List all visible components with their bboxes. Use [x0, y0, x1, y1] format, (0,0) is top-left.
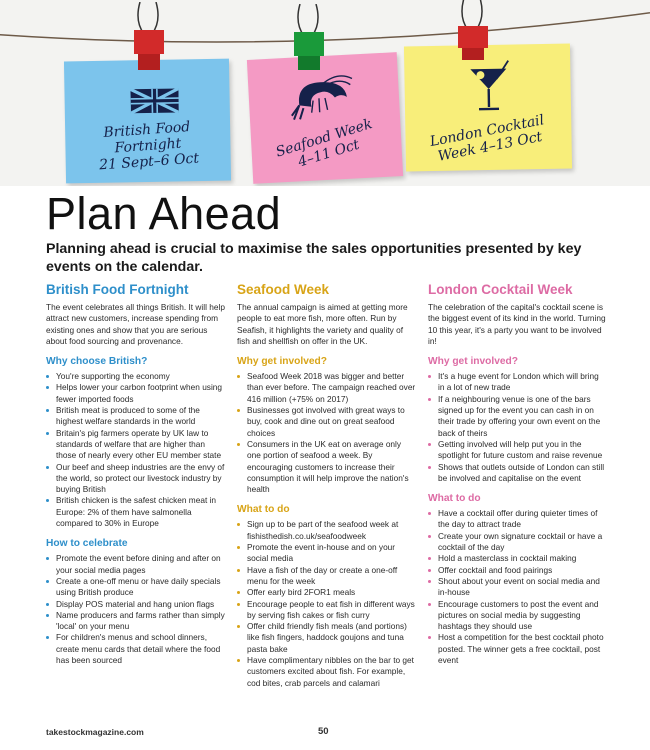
bullet-text: Have a cocktail offer during quieter times of the day to attract trade	[438, 508, 598, 530]
bullet-dot-icon	[428, 443, 431, 446]
note-text: London Cocktail Week 4–13 Oct	[428, 112, 546, 165]
section-intro: The annual campaign is aimed at getting more people to eat more fish, more often. Run by Seafish, it highlights the variety and quality of fish and shellfish on offer in the UK.	[237, 302, 408, 346]
bullet-text: If a neighbouring venue is one of the bars signed up for the event you can cash in on their trade by offering your own event on the back of theirs	[438, 393, 601, 438]
bullet-item	[46, 576, 226, 599]
bullet-list	[428, 371, 606, 484]
bullet-item	[428, 553, 606, 564]
header-illustration	[0, 0, 650, 186]
bullet-text: Getting involved will help put you in the spotlight for future custom and raise revenue	[438, 438, 603, 461]
bullet-text: British meat is produced to some of the highest welfare standards in the world	[56, 405, 200, 427]
bullet-dot-icon	[46, 636, 49, 639]
bullet-item	[237, 542, 417, 565]
bullet-item	[428, 565, 606, 576]
bullet-item	[46, 405, 226, 428]
bullet-dot-icon	[46, 375, 49, 378]
page-intro: Planning ahead is crucial to maximise the sales opportunities presented by key events on the calendar.	[46, 241, 582, 275]
bullet-item	[237, 565, 417, 588]
bullet-dot-icon	[237, 443, 240, 446]
section-title: Seafood Week	[237, 282, 330, 297]
bullet-item	[46, 371, 226, 382]
bullet-dot-icon	[428, 375, 431, 378]
subheading: What to do	[428, 493, 481, 505]
column-london-cocktail-week	[428, 282, 606, 666]
bullet-item	[237, 519, 417, 542]
sticky-note-british-food	[64, 59, 231, 184]
bullet-list	[237, 519, 417, 688]
bullet-item	[237, 599, 417, 622]
bullet-text: For children's menus and school dinners, create menu cards that detail where the food has been sourced	[56, 632, 221, 666]
bullet-item	[237, 621, 417, 655]
bullet-text: Britain's pig farmers operate by UK law to standards of welfare that are higher than those of nearly every other EU member state	[56, 427, 222, 461]
bullet-dot-icon	[237, 591, 240, 594]
bullet-item	[237, 587, 417, 598]
bullet-item	[428, 576, 606, 599]
subheading: How to celebrate	[46, 538, 128, 550]
bullet-dot-icon	[428, 466, 431, 469]
bullet-text: Encourage people to eat fish in different ways by serving fish cakes or fish curry	[247, 598, 415, 620]
bullet-text: Sign up to be part of the seafood week at fishisthedish.co.uk/seafoodweek	[247, 519, 399, 541]
bullet-text: Offer early bird 2FOR1 meals	[247, 587, 356, 598]
section-title: London Cocktail Week	[428, 282, 573, 297]
section-title: British Food Fortnight	[46, 282, 189, 297]
bullet-dot-icon	[428, 512, 431, 515]
page-number: 50	[318, 726, 329, 737]
bullet-dot-icon	[428, 580, 431, 583]
bullet-dot-icon	[46, 466, 49, 469]
bullet-item	[428, 632, 606, 666]
bullet-dot-icon	[428, 636, 431, 639]
bullet-dot-icon	[46, 432, 49, 435]
bullet-item	[46, 632, 226, 666]
bullet-text: Offer child friendly fish meals (and portions) like fish fingers, haddock goujons and tuna pasta bake	[247, 621, 407, 654]
section-intro: The celebration of the capital's cocktail scene is the biggest event of its kind in the world. Turning 10 this year, it's a party you want to be involved in!	[428, 302, 606, 346]
bullet-list	[46, 553, 226, 666]
bullet-item	[428, 371, 606, 394]
bullet-dot-icon	[46, 386, 49, 389]
bullet-text: Our beef and sheep industries are the envy of the world, so protect our livestock industry by buying British	[56, 461, 225, 495]
prawn-icon	[288, 72, 356, 121]
bullet-item	[428, 599, 606, 633]
bullet-dot-icon	[428, 557, 431, 560]
bullet-text: Promote the event before dining and after on your social media pages	[56, 553, 221, 575]
bullet-text: You're supporting the economy	[56, 371, 170, 382]
clothes-peg-icon	[290, 4, 328, 74]
bullet-dot-icon	[237, 375, 240, 378]
bullet-dot-icon	[237, 625, 240, 628]
bullet-dot-icon	[46, 499, 49, 502]
subheading: Why get involved?	[237, 356, 327, 368]
bullet-dot-icon	[428, 569, 431, 572]
bullet-dot-icon	[237, 569, 240, 572]
bullet-dot-icon	[46, 603, 49, 606]
bullet-list	[237, 371, 417, 495]
bullet-list	[46, 371, 226, 529]
section-intro: The event celebrates all things British. It will help attract new customers, increase spending from existing ones and show that you are serious about food sourcing and provenance.	[46, 302, 225, 346]
clothes-peg-icon	[454, 0, 492, 68]
bullet-text: Host a competition for the best cocktail photo posted. The winner gets a free cocktail, post event	[438, 632, 604, 666]
bullet-dot-icon	[237, 659, 240, 662]
bullet-text: British chicken is the safest chicken meat in Europe: 2% of them have salmonella compared to 30% in Europe	[56, 495, 217, 529]
bullet-text: Encourage customers to post the event and pictures on social media by suggesting hashtags they should use	[438, 598, 599, 632]
bullet-dot-icon	[428, 398, 431, 401]
bullet-dot-icon	[428, 603, 431, 606]
bullet-item	[237, 655, 417, 689]
bullet-item	[46, 553, 226, 576]
bullet-dot-icon	[428, 535, 431, 538]
bullet-dot-icon	[237, 523, 240, 526]
bullet-item	[237, 405, 417, 439]
bullet-item	[46, 599, 226, 610]
bullet-item	[428, 462, 606, 485]
subheading: Why choose British?	[46, 356, 148, 368]
bullet-item	[237, 439, 417, 495]
column-british-food	[46, 282, 226, 666]
bullet-text: Create a one-off menu or have daily specials using British produce	[56, 575, 221, 598]
bullet-item	[237, 371, 417, 405]
bullet-text: Promote the event in-house and on your social media	[247, 542, 396, 564]
bullet-dot-icon	[46, 557, 49, 560]
bullet-dot-icon	[237, 409, 240, 412]
subheading: What to do	[237, 504, 290, 516]
bullet-text: Name producers and farms rather than simply 'local' on your menu	[56, 609, 225, 632]
bullet-dot-icon	[46, 409, 49, 412]
bullet-text: Shout about your event on social media and in-house	[438, 575, 600, 598]
bullet-item	[46, 462, 226, 496]
bullet-item	[428, 531, 606, 554]
bullet-text: Create your own signature cocktail or have a cocktail of the day	[438, 530, 603, 553]
bullet-text: Seafood Week 2018 was bigger and better than ever before. The campaign reached over 416 million (+75% on 2017)	[247, 371, 416, 404]
bullet-text: Hold a masterclass in cocktail making	[438, 553, 577, 564]
bullet-dot-icon	[237, 603, 240, 606]
clothes-peg-icon	[130, 2, 168, 72]
bullet-dot-icon	[237, 546, 240, 549]
note-text: British Food Fortnight 21 Sept–6 Oct	[98, 119, 200, 174]
bullet-item	[428, 508, 606, 531]
bullet-text: Consumers in the UK eat on average only one portion of seafood a week. By encouraging customers to increase their consumption it will help improve the nation's health	[247, 438, 409, 495]
note-text: Seafood Week 4–11 Oct	[273, 116, 375, 171]
bullet-text: Shows that outlets outside of London can still be involved and capitalise on the event	[438, 461, 605, 483]
footer-website: takestockmagazine.com	[46, 727, 144, 737]
bullet-text: Have a fish of the day or create a one-off menu for the week	[247, 564, 398, 586]
bullet-dot-icon	[46, 614, 49, 617]
bullet-item	[46, 428, 226, 462]
bullet-text: Businesses got involved with great ways to buy, cook and dine out on great seafood choices	[247, 405, 405, 438]
page-title: Plan Ahead	[46, 188, 282, 239]
bullet-item	[46, 610, 226, 633]
subheading: Why get involved?	[428, 356, 518, 368]
bullet-text: It's a huge event for London which will bring in a lot of new trade	[438, 371, 599, 393]
bullet-item	[428, 439, 606, 462]
bullet-text: Offer cocktail and food pairings	[438, 564, 553, 575]
bullet-text: Have complimentary nibbles on the bar to get customers excited about fish. For example, cod bites, crab parcels and calamari	[247, 655, 414, 688]
union-jack-flag-icon	[130, 85, 179, 116]
bullet-list	[428, 508, 606, 666]
bullet-item	[46, 495, 226, 529]
bullet-text: Helps lower your carbon footprint when using fewer imported foods	[56, 382, 223, 404]
bullet-item	[46, 382, 226, 405]
bullet-item	[428, 394, 606, 439]
bullet-text: Display POS material and hang union flags	[56, 598, 215, 609]
column-seafood-week	[237, 282, 417, 689]
bullet-dot-icon	[46, 580, 49, 583]
